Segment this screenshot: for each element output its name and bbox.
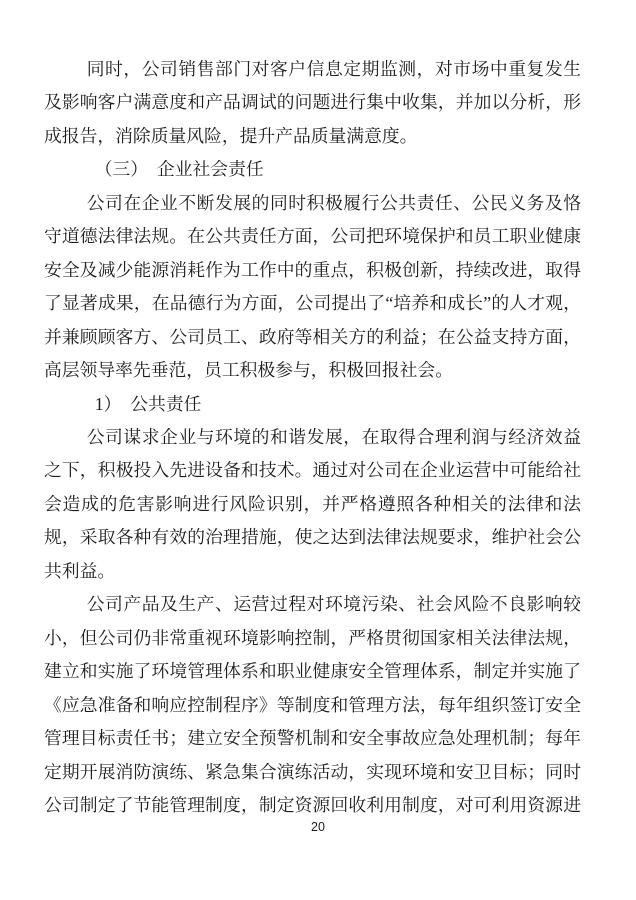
document-body — [44, 53, 581, 822]
page-number: 20 — [311, 820, 325, 834]
paragraph-environment-management: 公司产品及生产、运营过程对环境污染、社会风险不良影响较小，但公司仍非常重视环境影响控制，严格贯彻国家相关法律法规，建立和实施了环境管理体系和职业健康安全管理体系，制定并实施了《应急准备和响应控制程序》等制度和管理方法，每年组织签订安全管理目标责任书；建立安全预警机制和安全事故应急处理机制；每年定期开展消防演练、紧急集合演练活动，实现环境和安卫目标；同时公司制定了节能管理制度，制定资源回收利用制度，对可利用资源进 — [44, 594, 581, 815]
paragraph-csr-overview: 公司在企业不断发展的同时积极履行公共责任、公民义务及恪守道德法律法规。在公共责任方面，公司把环境保护和员工职业健康安全及减少能源消耗作为工作中的重点，积极创新，持续改进，取得了显著成果，在品德行为方面，公司提出了“培养和成长”的人才观，并兼顾顾客方、公司员工、政府等相关方的利益；在公益支持方面，高层领导率先垂范，员工积极参与，积极回报社会。 — [44, 192, 581, 381]
paragraph-quality-monitoring: 同时，公司销售部门对客户信息定期监测，对市场中重复发生及影响客户满意度和产品调试的问题进行集中收集，并加以分析，形成报告，消除质量风险，提升产品质量满意度。 — [44, 59, 581, 146]
paragraph-environment-harmony: 公司谋求企业与环境的和谐发展，在取得合理利润与经济效益之下，积极投入先进设备和技术。通过对公司在企业运营中可能给社会造成的危害影响进行风险识别，并严格遵照各种相关的法律和法规，采取各种有效的治理措施，使之达到法律法规要求，维护社会公共利益。 — [44, 426, 581, 581]
subsection-heading-public-responsibility: 1） 公共责任 — [94, 393, 202, 414]
section-heading-corporate-social-responsibility: （三） 企业社会责任 — [94, 159, 264, 180]
